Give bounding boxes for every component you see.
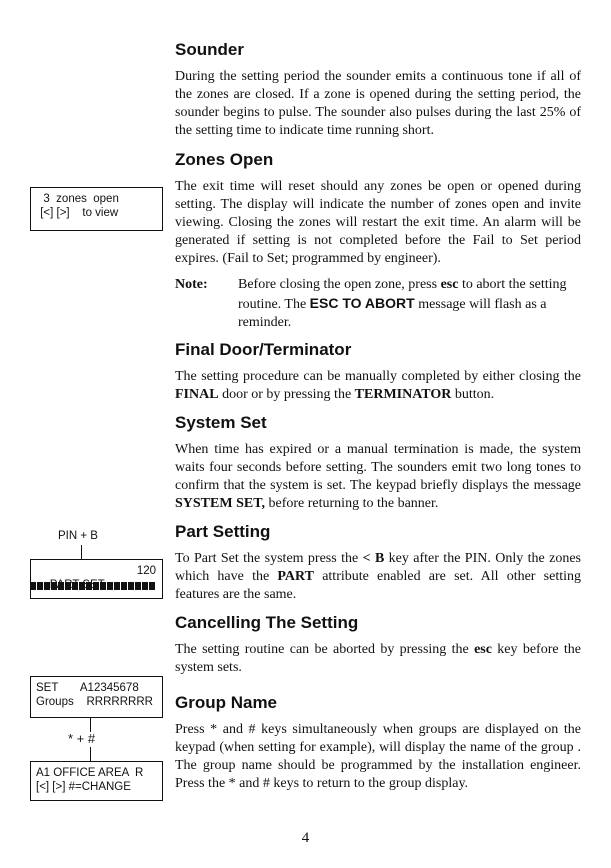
progress-block (149, 582, 155, 590)
group-name-text: Press * and # keys simultaneously when groups are displayed on the keypad (when setting for example), will display the name of the group . The group name should be programmed by the installation engineer. Press the * and # keys to return to the group display. (175, 722, 581, 791)
lcd-set-groups-line1: SET A12345678 (36, 682, 139, 694)
heading-cancelling: Cancelling The Setting (175, 613, 359, 632)
progress-block (114, 582, 120, 590)
final-door-part3: button. (451, 387, 495, 402)
pin-b-label: PIN + B (58, 530, 98, 542)
part-setting-key: < B (362, 551, 385, 566)
part-setting-part2: key after the PIN. Only the zones which have the (175, 551, 581, 584)
cancelling-part2: key before the system sets. (175, 642, 581, 675)
lcd-office-area (30, 761, 163, 801)
lcd-set-groups (30, 676, 163, 718)
progress-block (65, 582, 71, 590)
part-setting-attr: PART (277, 569, 314, 584)
cancelling-text (175, 641, 581, 677)
note-part1: Before closing the open zone, press (238, 277, 441, 292)
note-part2: to abort the setting routine. The (238, 277, 567, 312)
progress-block (135, 582, 141, 590)
star-hash-label: * + # (68, 731, 96, 746)
connector-line-pin (81, 545, 82, 559)
progress-block (93, 582, 99, 590)
page-number: 4 (301, 830, 310, 846)
note-msg: ESC TO ABORT (309, 295, 415, 311)
system-set-part2: before returning to the banner. (265, 496, 439, 511)
heading-system-set: System Set (175, 413, 267, 432)
heading-zones-open: Zones Open (175, 150, 274, 169)
connector-line-groups-top (90, 718, 91, 732)
cancelling-key: esc (474, 642, 492, 657)
part-setting-part3: attribute enabled are set. All other setting features are the same. (175, 569, 581, 602)
heading-group-name: Group Name (175, 693, 278, 712)
progress-block (58, 582, 64, 590)
heading-part-setting: Part Setting (175, 522, 271, 541)
lcd-zones-open-line2: [<] [>] to view (37, 207, 119, 219)
connector-line-groups-bottom (90, 747, 91, 761)
note-text (238, 276, 582, 332)
progress-block (121, 582, 127, 590)
heading-sounder: Sounder (175, 40, 244, 59)
progress-block (86, 582, 92, 590)
cancelling-part1: The setting routine can be aborted by pressing the (175, 642, 475, 657)
final-door-part2: door or by pressing the (218, 387, 355, 402)
progress-block (72, 582, 78, 590)
system-set-msg: SYSTEM SET, (175, 496, 265, 511)
sounder-text: During the setting period the sounder emits a continuous tone if all of the zones are closed. If a zone is opened during the setting period, the sounder begins to pulse. The sounder also pulses during the last 25% of the setting time to indicate time running short. (175, 69, 581, 138)
progress-block (107, 582, 113, 590)
lcd-zones-open (30, 187, 163, 231)
part-set-value: 120 (136, 565, 156, 577)
note-esc: esc (440, 277, 459, 292)
final-door-final: FINAL (175, 387, 219, 402)
system-set-text (175, 441, 581, 513)
system-set-part1: When time has expired or a manual termination is made, the system waits four seconds before setting. The sounders emit two long tones to confirm that the system is set. The keypad briefly displays the message (175, 442, 581, 493)
heading-final-door: Final Door/Terminator (175, 340, 352, 359)
progress-block (30, 582, 36, 590)
part-setting-part1: To Part Set the system press the (175, 551, 363, 566)
note-label: Note: (175, 277, 208, 292)
part-setting-text (175, 550, 581, 604)
progress-block (100, 582, 106, 590)
lcd-zones-open-line1: 3 zones open (37, 193, 119, 205)
progress-block (51, 582, 57, 590)
final-door-part1: The setting procedure can be manually completed by either closing the (175, 369, 581, 384)
progress-block (142, 582, 148, 590)
part-set-progress-bar (30, 582, 162, 591)
zones-open-text: The exit time will reset should any zones be open or opened during setting. The display will indicate the number of zones open and invite viewing. Closing the zones will restart the exit time. An alarm will be generated if setting is not completed before the Fail to Set period expires. (Fail to Set; programmed by engineer). (175, 179, 581, 266)
lcd-office-line2: [<] [>] #=CHANGE (36, 781, 131, 793)
progress-block (37, 582, 43, 590)
final-door-text (175, 368, 581, 404)
progress-block (44, 582, 50, 590)
note-part3: message will flash as a reminder. (238, 297, 547, 330)
final-door-terminator: TERMINATOR (354, 387, 452, 402)
lcd-part-set (30, 559, 163, 599)
lcd-set-groups-line2: Groups RRRRRRRR (36, 696, 153, 708)
lcd-part-set-line1 (37, 564, 156, 620)
progress-block (128, 582, 134, 590)
lcd-office-line1: A1 OFFICE AREA R (36, 767, 144, 779)
progress-block (79, 582, 85, 590)
